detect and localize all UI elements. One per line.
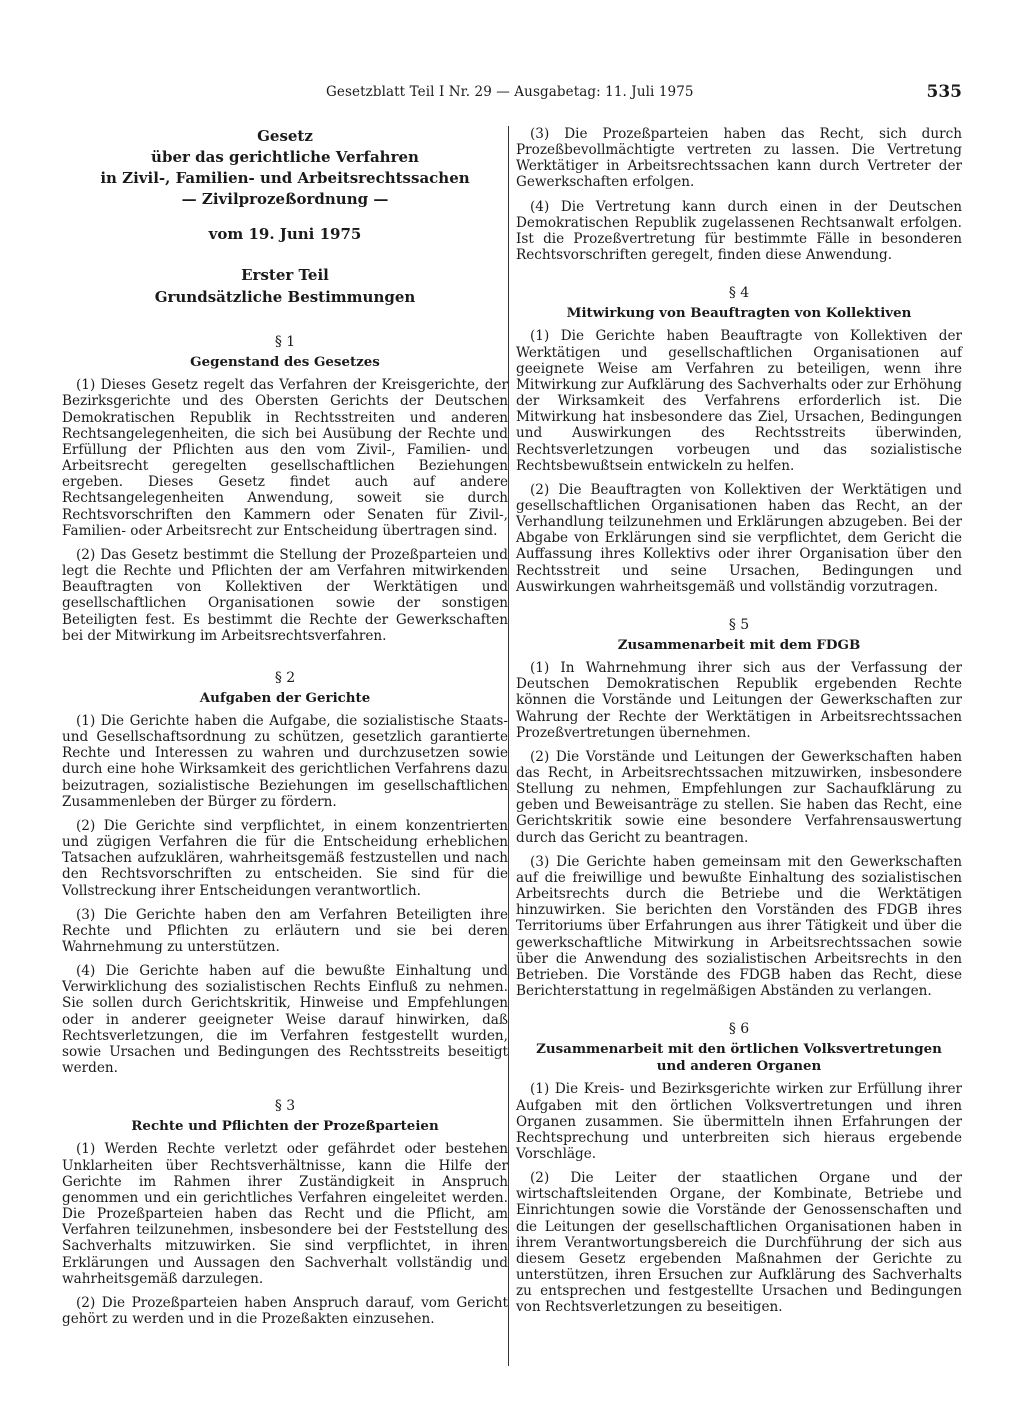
section-3 <box>62 1098 508 1327</box>
part-name: Erster Teil <box>241 266 329 285</box>
running-header <box>0 84 1024 110</box>
paragraph: (1) Dieses Gesetz regelt das Verfahren der Kreisgerichte, der Bezirksgerichte und des Obersten Gerichts der Deutschen Demokratischen Republik in Rechtsstreiten und anderen Rechtsangelegenheiten, die sich bei Ausübung der Rechte und Erfüllung der Pflichten aus den vom Zivil-, Familien- und Arbeitsrecht geregelten gesellschaftlichen Beziehungen ergeben. Dieses Gesetz findet auch auf andere Rechtsangelegenheiten Anwendung, soweit sie durch Rechtsvorschriften den Kammern oder Senaten für Zivil-, Familien- oder Arbeitsrecht zur Entscheidung übertragen sind. <box>62 377 508 539</box>
section-number: § 1 <box>274 334 296 351</box>
paragraph: (1) In Wahrnehmung ihrer sich aus der Verfassung der Deutschen Demokratischen Republik ergebenden Rechte können die Vorstände und Leitungen der Gewerkschaften zur Wahrung der Rechte der Werktätigen in Arbeitsrechtssachen Prozeßvertretungen übernehmen. <box>516 660 962 741</box>
paragraph: (4) Die Vertretung kann durch einen in der Deutschen Demokratischen Republik zugelassenen Rechtsanwalt erfolgen. Ist die Prozeßvertretung für bestimmte Fälle in besonderen Rechtsvorschriften geregelt, finden diese Anwendung. <box>516 198 962 264</box>
section-6 <box>516 1021 962 1315</box>
law-date: vom 19. Juni 1975 <box>208 225 362 243</box>
section-number: § 2 <box>274 669 296 686</box>
paragraph: (3) Die Gerichte haben gemeinsam mit den Gewerkschaften auf die freiwillige und bewußte Einhaltung des sozialistischen Arbeitsrechts durch die Betriebe und die Werktätigen hinzuwirken. Sie berichten den Vorständen des FDGB ihres Territoriums über Erfahrungen aus ihrer Tätigkeit und über die gewerkschaftliche Mitwirkung in Arbeitsrechtssachen sowie über die Anwendung des sozialistischen Arbeitsrechts in den Betrieben. Die Vorstände des FDGB haben das Recht, diese Berichterstattung in regelmäßigen Abständen zu verlangen. <box>516 853 962 1000</box>
paragraph: (1) Die Kreis- und Bezirksgerichte wirken zur Erfüllung ihrer Aufgaben mit den örtlichen Volksvertretungen und ihren Organen zusammen. Sie übermitteln ihnen Erfahrungen der Rechtsprechung und unterbreiten sich hieraus ergebende Vorschläge. <box>516 1081 962 1162</box>
paragraph: (1) Die Gerichte haben Beauftragte von Kollektiven der Werktätigen und gesellschaftlichen Organisationen auf geeignete Weise am Verfahren zu beteiligen, wenn ihre Mitwirkung zur Aufklärung des Sachverhalts oder zur Erhöhung der Wirksamkeit des Verfahrens erforderlich ist. Die Mitwirkung hat insbesondere das Ziel, Ursachen, Bedingungen und Auswirkungen des Rechtsstreits überwinden, Rechtsverletzungen vorbeugen und das sozialistische Rechtsbewußtsein entwickeln zu helfen. <box>516 328 962 474</box>
section-2 <box>62 670 508 1076</box>
section-number: § 5 <box>728 616 750 633</box>
law-title-line3: in Zivil-, Familien- und Arbeitsrechtssachen <box>100 169 470 187</box>
section-heading-line1: Zusammenarbeit mit den örtlichen Volksvertretungen <box>536 1041 942 1058</box>
section-number: § 3 <box>274 1098 296 1115</box>
page-number: 535 <box>926 82 962 102</box>
paragraph: (2) Die Vorstände und Leitungen der Gewerkschaften haben das Recht, in Arbeitsrechtssachen mitzuwirken, insbesondere Stellung zu nehmen, Empfehlungen zur Sachaufklärung zu geben und Beweisanträge zu stellen. Sie haben das Recht, eine Gerichtskritik sowie eine besondere Verfahrensauswertung durch das Gericht zu beantragen. <box>516 748 962 846</box>
paragraph: (3) Die Prozeßparteien haben das Recht, sich durch Prozeßbevollmächtigte vertreten zu lassen. Die Vertretung Werktätiger in Arbeitsrechtssachen kann durch Vertreter der Gewerkschaften erfolgen. <box>516 126 962 191</box>
section-1 <box>62 334 508 644</box>
section-5 <box>516 617 962 999</box>
paragraph: (1) Werden Rechte verletzt oder gefährdet oder bestehen Unklarheiten über Rechtsverhältnisse, kann die Hilfe der Gerichte im Rahmen ihrer Zuständigkeit in Anspruch genommen und ein gerichtliches Verfahren eingeleitet werden. Die Prozeßparteien haben das Recht und die Pflicht, am Verfahren teilzunehmen, insbesondere bei der Feststellung des Sachverhalts mitzuwirken. Sie sind verpflichtet, in ihren Erklärungen und Aussagen den Sachverhalt vollständig und wahrheitsgemäß darzulegen. <box>62 1141 508 1287</box>
section-number: § 4 <box>728 285 750 302</box>
section-heading: Rechte und Pflichten der Prozeßparteien <box>131 1118 439 1135</box>
section-heading: Zusammenarbeit mit dem FDGB <box>617 637 861 654</box>
paragraph: (2) Die Beauftragten von Kollektiven der Werktätigen und gesellschaftlichen Organisationen haben das Recht, an der Verhandlung teilzunehmen und Erklärungen abzugeben. Bei der Abgabe von Erklärungen sind sie verpflichtet, dem Gericht die Auffassung ihres Kollektivs oder ihrer Organisation über den Rechtsstreit und seine Ursachen, Bedingungen und Auswirkungen wahrheitsgemäß und vollständig vorzutragen. <box>516 481 962 595</box>
part-title: Grundsätzliche Bestimmungen <box>154 288 416 307</box>
section-heading-line2: und anderen Organen <box>656 1058 822 1075</box>
part-heading <box>62 264 508 308</box>
paragraph: (2) Das Gesetz bestimmt die Stellung der Prozeßparteien und legt die Rechte und Pflichten der am Verfahren mitwirkenden Beauftragten von Kollektiven der Werktätigen und gesellschaftlichen Organisationen sowie der sonstigen Beteiligten fest. Es bestimmt die Rechte der Gewerkschaften bei der Mitwirkung im Arbeitsrechtsverfahren. <box>62 546 508 644</box>
section-heading <box>516 1041 962 1075</box>
law-title <box>62 126 508 210</box>
law-title-line1: Gesetz <box>257 127 313 145</box>
paragraph: (1) Die Gerichte haben die Aufgabe, die sozialistische Staats- und Gesellschaftsordnung zu schützen, gesetzlich garantierte Rechte und Interessen zu wahren und durchzusetzen sowie durch eine hohe Wirksamkeit des gerichtlichen Verfahrens dazu beizutragen, sozialistische Beziehungen im gesellschaftlichen Zusammenleben der Bürger zu fördern. <box>62 712 508 810</box>
law-title-line4: — Zivilprozeßordnung — <box>181 190 389 208</box>
section-heading: Aufgaben der Gerichte <box>199 689 371 706</box>
paragraph: (3) Die Gerichte haben den am Verfahren Beteiligten ihre Rechte und Pflichten zu erläutern und sie bei deren Wahrnehmung zu unterstützen. <box>62 906 508 955</box>
paragraph: (2) Die Leiter der staatlichen Organe und der wirtschaftsleitenden Organe, der Kombinate, Betriebe und Einrichtungen sowie die Vorstände der Genossenschaften und die Leitungen der gesellschaftlichen Organisationen haben in ihrem Verantwortungsbereich die Durchführung der sich aus diesem Gesetz ergebenden Maßnahmen der Gerichte zu unterstützen, ihren Ersuchen zur Aufklärung des Sachverhalts zu entsprechen und festgestellte Ursachen und Bedingungen von Rechtsverletzungen zu beseitigen. <box>516 1170 962 1316</box>
law-title-line2: über das gerichtliche Verfahren <box>151 148 419 166</box>
left-column <box>62 126 508 1335</box>
section-4 <box>516 285 962 595</box>
running-title: Gesetzblatt Teil I Nr. 29 — Ausgabetag: 11. Juli 1975 <box>326 84 694 100</box>
column-divider <box>508 126 509 1366</box>
section-heading: Mitwirkung von Beauftragten von Kollektiven <box>566 305 912 322</box>
right-column <box>516 126 962 1324</box>
paragraph: (2) Die Gerichte sind verpflichtet, in einem konzentrierten und zügigen Verfahren die für die Entscheidung erheblichen Tatsachen aufzuklären, wahrheitsgemäß festzustellen und nach den Rechtsvorschriften zu entscheiden. Sie sind für die Vollstreckung ihrer Entscheidungen verantwortlich. <box>62 817 508 899</box>
section-heading: Gegenstand des Gesetzes <box>190 354 380 371</box>
paragraph: (4) Die Gerichte haben auf die bewußte Einhaltung und Verwirklichung des sozialistischen Rechts Einfluß zu nehmen. Sie sollen durch Gerichtskritik, Hinweise und Empfehlungen oder in anderer geeigneter Weise darauf hinwirken, daß Rechtsverletzungen, die im Verfahren festgestellt wurden, sowie Ursachen und Bedingungen des Rechtsstreits beseitigt werden. <box>62 963 508 1077</box>
paragraph: (2) Die Prozeßparteien haben Anspruch darauf, vom Gericht gehört zu werden und in die Prozeßakten einzusehen. <box>62 1294 508 1327</box>
section-number: § 6 <box>728 1021 750 1038</box>
